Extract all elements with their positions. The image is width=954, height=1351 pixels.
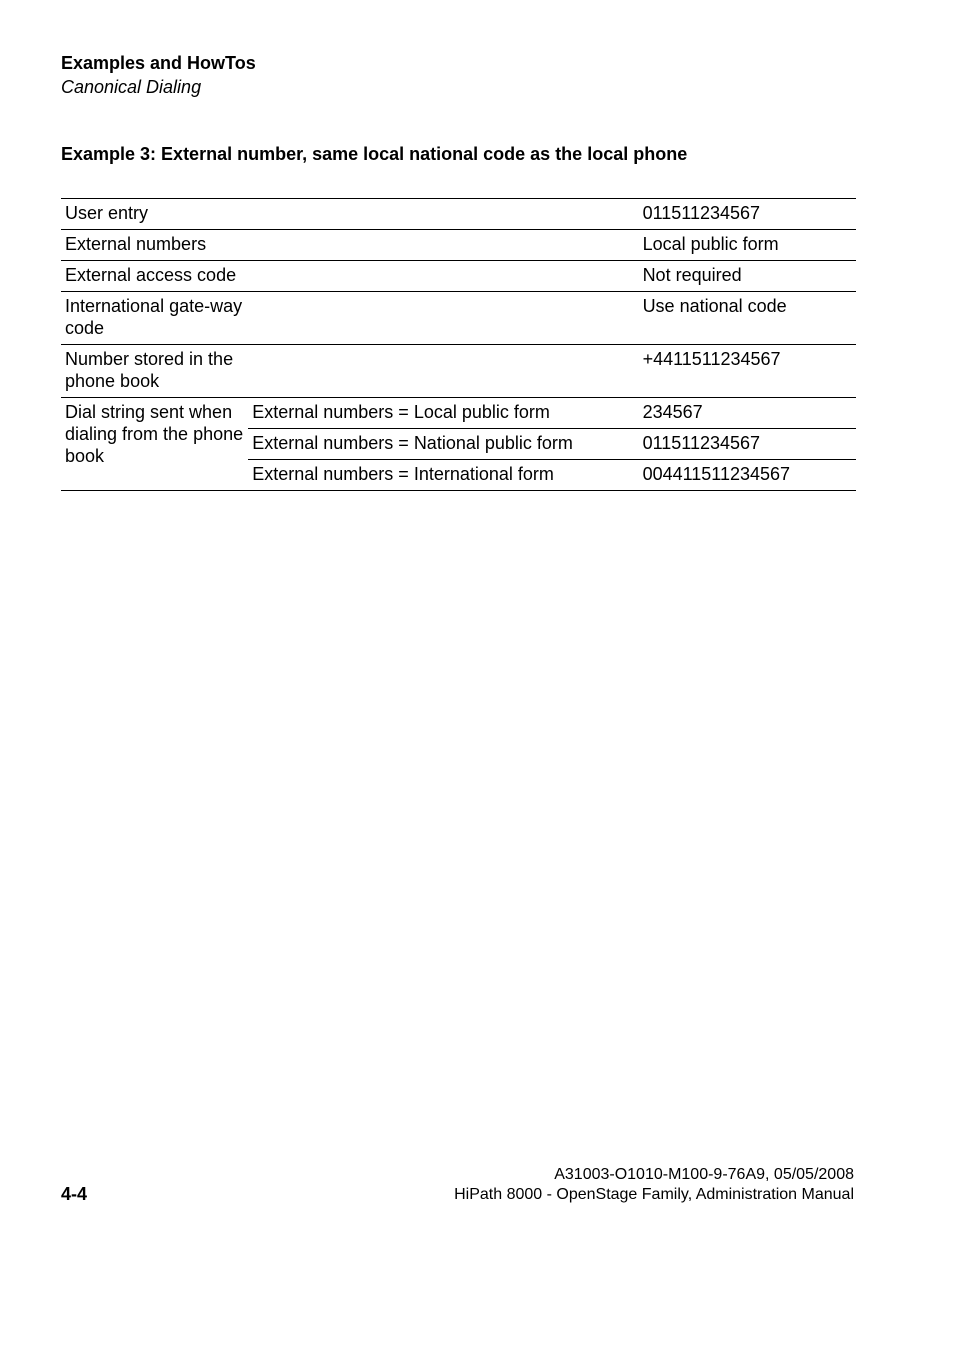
row-condition: [248, 292, 638, 345]
row-value: Local public form: [639, 230, 856, 261]
section-heading: Example 3: External number, same local national code as the local phone: [61, 144, 688, 164]
row-label: International gate-way code: [61, 292, 248, 345]
document-id: A31003-O1010-M100-9-76A9, 05/05/2008: [554, 1166, 854, 1183]
row-condition: [248, 230, 638, 261]
dial-string-label: Dial string sent when dialing from the phone book: [61, 398, 248, 491]
row-value: 004411511234567: [639, 460, 856, 491]
row-value: 234567: [639, 398, 856, 429]
row-value: 011511234567: [639, 429, 856, 460]
table-row: [61, 398, 856, 429]
row-label: User entry: [61, 199, 248, 230]
row-value: +4411511234567: [639, 345, 856, 398]
row-condition: External numbers = International form: [248, 460, 638, 491]
row-value: Use national code: [639, 292, 856, 345]
table-row: [61, 261, 856, 292]
row-condition: [248, 345, 638, 398]
row-condition: [248, 199, 638, 230]
table-row: [61, 199, 856, 230]
page-number: 4-4: [61, 1184, 88, 1204]
row-label: External access code: [61, 261, 248, 292]
manual-title: HiPath 8000 - OpenStage Family, Administration Manual: [454, 1186, 854, 1203]
row-condition: [248, 261, 638, 292]
table-row: [61, 345, 856, 398]
table-row: [61, 230, 856, 261]
header-title: Examples and HowTos: [61, 53, 256, 73]
row-label: External numbers: [61, 230, 248, 261]
row-value: Not required: [639, 261, 856, 292]
row-label: Number stored in the phone book: [61, 345, 248, 398]
row-value: 011511234567: [639, 199, 856, 230]
settings-table: [61, 198, 856, 491]
header-subtitle: Canonical Dialing: [61, 77, 202, 97]
row-condition: External numbers = National public form: [248, 429, 638, 460]
row-condition: External numbers = Local public form: [248, 398, 638, 429]
table-row: [61, 292, 856, 345]
